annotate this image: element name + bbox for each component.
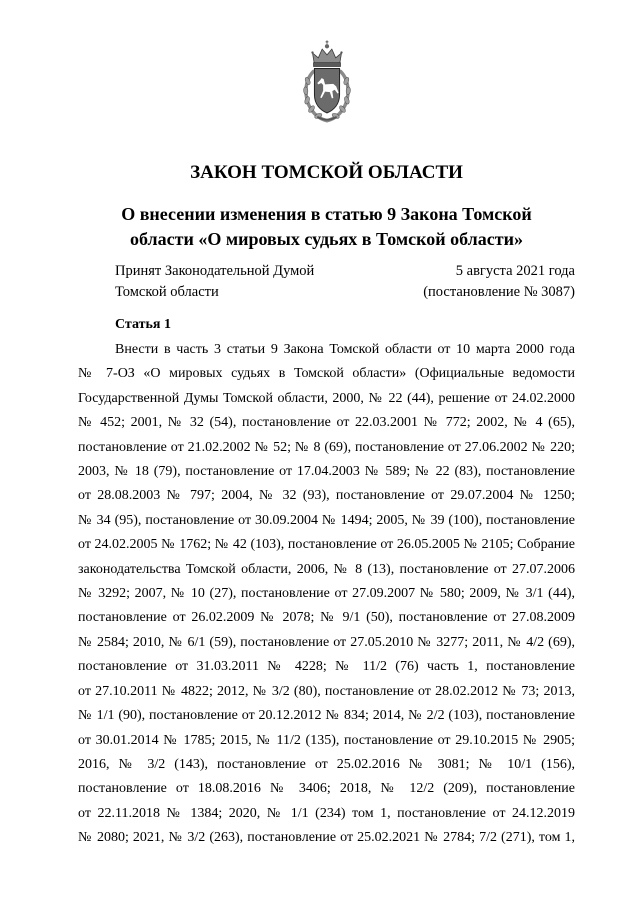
body-line: от 22.11.2018 № 1384; 2020, № 1/1 (234) том 1, постановление от 24.12.2019 bbox=[78, 805, 575, 821]
article-body bbox=[78, 338, 575, 851]
body-line: № 1/1 (90), постановление от 20.12.2012 № 834; 2014, № 2/2 (103), постановление bbox=[78, 708, 575, 724]
body-line: № 34 (95), постановление от 30.09.2004 № 1494; 2005, № 39 (100), постановление bbox=[78, 512, 575, 528]
resolution-number: (постановление № 3087) bbox=[423, 284, 575, 300]
body-line: № 2584; 2010, № 6/1 (59), постановление от 27.05.2010 № 3277; 2011, № 4/2 (69), bbox=[78, 634, 575, 650]
article-heading: Статья 1 bbox=[115, 317, 171, 332]
body-line: № 2080; 2021, № 3/2 (263), постановление от 25.02.2021 № 2784; 7/2 (271), том 1, bbox=[78, 830, 575, 846]
body-line: постановление от 26.02.2009 № 2078; № 9/1 (50), постановление от 27.08.2009 bbox=[78, 610, 575, 626]
body-line: № 7-ОЗ «О мировых судьях в Томской области» (Официальные ведомости bbox=[78, 366, 575, 382]
subtitle-line: области «О мировых судьях в Томской области» bbox=[130, 229, 523, 249]
body-line: Государственной Думы Томской области, 2000, № 22 (44), решение от 24.02.2000 bbox=[78, 390, 575, 406]
subtitle-line: О внесении изменения в статью 9 Закона Томской bbox=[121, 204, 532, 224]
body-line: постановление от 18.08.2016 № 3406; 2018, № 12/2 (209), постановление bbox=[78, 781, 575, 797]
adoption-date-block bbox=[423, 261, 575, 303]
coat-of-arms-icon bbox=[298, 38, 356, 126]
adopted-by-line: Томской области bbox=[115, 284, 219, 300]
body-line: от 30.01.2014 № 1785; 2015, № 11/2 (135), постановление от 29.10.2015 № 2905; bbox=[78, 732, 575, 748]
body-line: 2016, № 3/2 (143), постановление от 25.02.2016 № 3081; № 10/1 (156), bbox=[78, 756, 575, 772]
body-line: от 24.02.2005 № 1762; № 42 (103), постановление от 26.05.2005 № 2105; Собрание bbox=[78, 537, 575, 553]
body-line: Внести в часть 3 статьи 9 Закона Томской области от 10 марта 2000 года bbox=[115, 342, 575, 357]
law-subtitle bbox=[78, 202, 575, 252]
body-line: № 3292; 2007, № 10 (27), постановление от 27.09.2007 № 580; 2009, № 3/1 (44), bbox=[78, 586, 575, 602]
body-line: постановление от 31.03.2011 № 4228; № 11/2 (76) часть 1, постановление bbox=[78, 659, 575, 675]
body-line: № 452; 2001, № 32 (54), постановление от 22.03.2001 № 772; 2002, № 4 (65), bbox=[78, 415, 575, 431]
body-line: 2003, № 18 (79), постановление от 17.04.2003 № 589; № 22 (83), постановление bbox=[78, 464, 575, 480]
law-title: ЗАКОН ТОМСКОЙ ОБЛАСТИ bbox=[190, 162, 463, 183]
body-line: законодательства Томской области, 2006, № 8 (13), постановление от 27.07.2006 bbox=[78, 561, 575, 577]
adoption-date: 5 августа 2021 года bbox=[455, 263, 575, 279]
body-line: от 27.10.2011 № 4822; 2012, № 3/2 (80), постановление от 28.02.2012 № 73; 2013, bbox=[78, 683, 575, 699]
body-line: постановление от 21.02.2002 № 52; № 8 (69), постановление от 27.06.2002 № 220; bbox=[78, 439, 575, 455]
adopted-by bbox=[115, 261, 314, 303]
adopted-by-line: Принят Законодательной Думой bbox=[115, 263, 315, 279]
body-line: от 28.08.2003 № 797; 2004, № 32 (93), постановление от 29.07.2004 № 1250; bbox=[78, 488, 575, 504]
